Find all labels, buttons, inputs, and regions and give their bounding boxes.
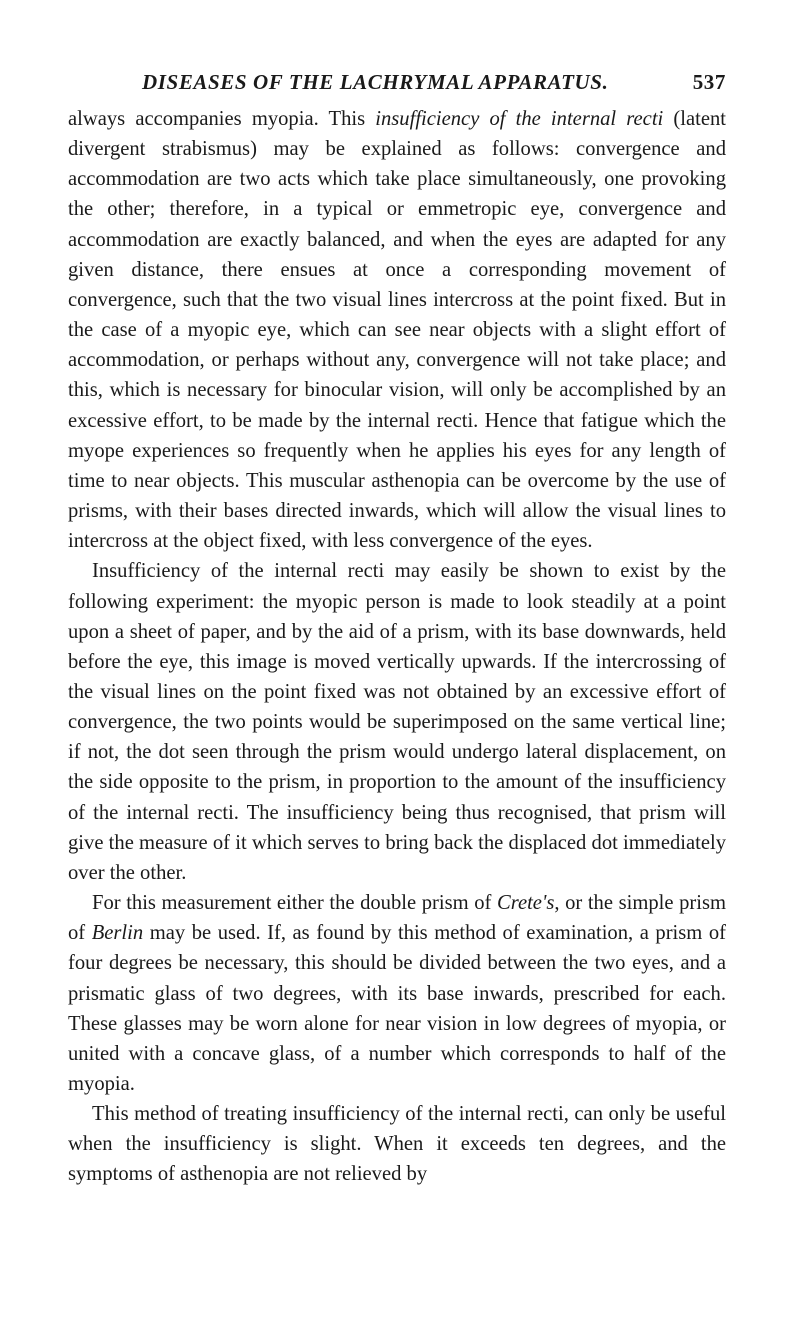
running-head (68, 70, 726, 104)
book-page (68, 70, 726, 1190)
text-run: For this measurement either the double prism of (92, 892, 497, 915)
paragraph: Insufficiency of the internal recti may easily be shown to exist by the following experiment: the myopic person is made to look steadily at a point upon a sheet of paper, and by the aid of a prism, with its base downwards, held before the eye, this image is moved vertically upwards. If the intercrossing of the visual lines on the point fixed was not obtained by an excessive effort of convergence, the two points would be superimposed on the same vertical line; if not, the dot seen through the prism would undergo lateral displacement, on the side opposite to the prism, in proportion to the amount of the insufficiency of the internal recti. The insufficiency being thus recognised, that prism will give the measure of it which serves to bring back the displaced dot immediately over the other. (68, 560, 726, 884)
italic-term: Crete's (496, 892, 555, 915)
paragraph: This method of treating insufficiency of the internal recti, can only be useful when the insufficiency is slight. When it exceeds ten degrees, and the symptoms of asthenopia are not relieved by (68, 1103, 726, 1186)
text-run: always accompanies myopia. This (68, 108, 376, 130)
italic-term: Berlin (91, 922, 144, 945)
page-number: 537 (692, 70, 726, 94)
text-run: (latent divergent strabismus) may be explained as follows: convergence and accommodation are two acts which take place simultaneously, one provoking the other; therefore, in a typical or emmetropic eye, convergence and accommodation are exactly balanced, and when the eyes are adapted for any given distance, there ensues at once a corresponding movement of convergence, such that the two visual lines intercross at the point fixed. But in the case of a myopic eye, which can see near objects with a slight effort of accommodation, or perhaps without any, convergence will not take place; and this, which is necessary for binocular vision, will only be accomplished by an excessive effort, to be made by the internal recti. Hence that fatigue which the myope experiences so frequently when he applies his eyes for any length of time to near objects. This muscular asthenopia can be overcome by the use of prisms, with their bases directed inwards, which will allow the visual lines to intercross at the object fixed, with less convergence of the eyes. (68, 108, 727, 553)
text-run: , or the simple prism of (68, 892, 726, 945)
text-run: may be used. If, as found by this method of examination, a prism of four degrees be necessary, this should be divided between the two eyes, and a prismatic glass of two degrees, with its base inwards, prescribed for each. These glasses may be worn alone for near vision in low degrees of myopia, or united with a concave glass, of a number which corresponds to half of the myopia. (68, 922, 726, 1095)
paragraph (68, 888, 726, 1099)
running-head-title: DISEASES OF THE LACHRYMAL APPARATUS. (142, 70, 609, 94)
paragraph-continued (68, 104, 726, 556)
body-text (68, 104, 726, 1190)
italic-term: insufficiency of the internal recti (375, 108, 664, 130)
